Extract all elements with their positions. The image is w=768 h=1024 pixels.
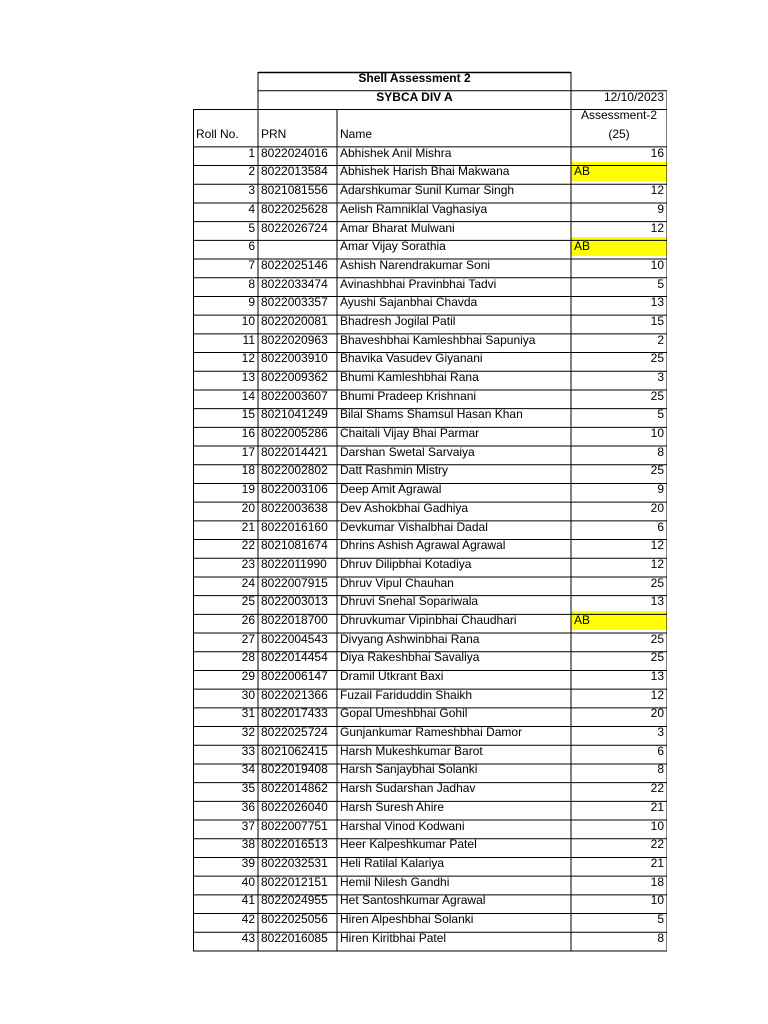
score-cell: 10 [650,893,664,908]
score-cell: 16 [650,145,664,160]
score-cell: 25 [650,463,664,478]
name-cell: Harsh Sanjaybhai Solanki [340,762,478,777]
table-row [193,275,667,294]
prn-cell: 8021081556 [261,183,328,198]
score-cell: 8 [657,444,664,459]
roll-cell: 2 [248,164,255,179]
roll-cell: 24 [241,575,255,590]
roll-cell: 25 [241,594,255,609]
sheet-title: Shell Assessment 2 [358,71,471,85]
table-row [193,929,667,948]
roll-cell: 7 [248,257,255,272]
roll-cell: 18 [241,463,255,478]
header-row-division [193,88,667,107]
roll-cell: 5 [248,220,255,235]
roll-cell: 26 [241,612,255,627]
roll-cell: 14 [241,388,255,403]
prn-cell: 8022025056 [261,911,328,926]
score-cell: 12 [650,220,664,235]
table-row [193,443,667,462]
name-cell: Aelish Ramniklal Vaghasiya [340,201,488,216]
score-cell: 3 [657,370,664,384]
header-row-assessment [193,106,667,125]
prn-cell: 8022014862 [261,781,328,796]
name-cell: Abhishek Anil Mishra [340,145,452,160]
name-cell: Diya Rakeshbhai Savaliya [340,650,480,665]
prn-cell: 8022003910 [261,351,328,366]
roll-cell: 36 [241,799,255,814]
roll-cell: 10 [241,313,255,328]
table-row [193,256,667,275]
column-header-row [193,125,667,144]
score-cell: 8 [657,930,664,945]
name-cell: Bilal Shams Shamsul Hasan Khan [340,407,523,422]
roll-cell: 22 [241,538,255,553]
table-row [193,817,667,836]
roll-cell: 31 [241,706,255,721]
name-cell: Dhruvi Snehal Sopariwala [340,594,479,609]
name-cell: Dramil Utkrant Baxi [340,669,444,683]
score-cell: 9 [657,482,664,497]
prn-cell: 8022013584 [261,164,328,179]
name-cell: Abhishek Harish Bhai Makwana [340,164,510,179]
score-cell: 12 [650,538,664,553]
roll-cell: 4 [248,201,255,216]
score-cell: 25 [650,351,664,366]
table-row [193,779,667,798]
table-row [193,518,667,537]
table-row [193,686,667,705]
table-row [193,144,667,163]
prn-cell: 8022033474 [261,276,328,291]
max-marks-label: (25) [608,127,630,142]
score-cell: 8 [657,762,664,777]
prn-cell: 8022011990 [261,556,327,571]
name-cell: Harshal Vinod Kodwani [340,818,465,833]
name-cell: Hemil Nilesh Gandhi [340,874,450,889]
score-cell: 3 [657,725,664,740]
name-cell: Amar Vijay Sorathia [340,239,446,254]
roll-cell: 40 [241,874,255,889]
score-cell: AB [571,611,667,630]
prn-cell: 8022004543 [261,631,328,646]
prn-cell: 8022009362 [261,370,328,384]
name-cell: Bhumi Pradeep Krishnani [340,388,477,403]
prn-cell: 8022026724 [261,220,328,235]
roll-cell: 8 [248,276,255,291]
assessment-label: Assessment-2 [580,108,658,123]
prn-cell: 8022018700 [261,612,328,627]
table-row [193,555,667,574]
name-cell: Dhruv Vipul Chauhan [340,575,454,590]
roll-cell: 35 [241,781,255,796]
name-cell: Adarshkumar Sunil Kumar Singh [340,183,515,198]
assessment-date: 12/10/2023 [603,89,664,104]
table-row [193,499,667,518]
table-row [193,574,667,593]
prn-cell: 8022025724 [261,725,328,740]
prn-cell: 8022002802 [261,463,328,478]
name-cell: Harsh Suresh Ahire [340,799,445,814]
table-row [193,835,667,854]
name-cell: Fuzail Fariduddin Shaikh [340,687,473,702]
name-cell: Dhrins Ashish Agrawal Agrawal [340,538,506,553]
score-cell: 22 [650,781,664,796]
name-cell: Ayushi Sajanbhai Chavda [340,295,478,310]
roll-cell: 37 [241,818,255,833]
prn-cell: 8022003638 [261,500,328,515]
score-cell: 22 [650,837,664,852]
table-row [193,536,667,555]
prn-cell: 8022021366 [261,687,328,702]
prn-cell: 8022017433 [261,706,328,721]
roll-cell: 1 [248,145,255,160]
roll-cell: 12 [241,351,255,366]
roll-cell: 39 [241,855,255,870]
prn-cell: 8022003357 [261,295,328,310]
prn-cell: 8022012151 [261,874,328,889]
score-cell: 6 [657,519,664,534]
table-row [193,910,667,929]
roll-cell: 9 [248,295,255,310]
prn-cell: 8022005286 [261,426,328,441]
table-row [193,331,667,350]
roll-cell: 21 [241,519,255,534]
name-cell: Divyang Ashwinbhai Rana [340,631,480,646]
score-cell: 13 [650,295,664,310]
name-cell: Ashish Narendrakumar Soni [340,257,491,272]
score-cell: 20 [650,500,664,515]
prn-cell: 8022016513 [261,837,328,852]
table-row [193,368,667,387]
name-cell: Devkumar Vishalbhai Dadal [340,519,488,534]
score-cell: 25 [650,388,664,403]
roll-cell: 23 [241,556,255,571]
score-cell: 25 [650,575,664,590]
name-cell: Deep Amit Agrawal [340,482,442,497]
score-cell: 15 [650,313,664,328]
roll-cell: 33 [241,743,255,758]
name-cell: Hiren Kiritbhai Patel [340,930,447,945]
table-row [193,798,667,817]
table-row [193,648,667,667]
prn-cell: 8021081674 [261,538,328,553]
table-row [193,405,667,424]
score-cell: 10 [650,818,664,833]
table-row [193,854,667,873]
roll-cell: 15 [241,407,255,422]
prn-cell: 8022024016 [261,145,328,160]
table-row [193,760,667,779]
roll-cell: 19 [241,482,255,497]
name-cell: Heli Ratilal Kalariya [340,855,445,870]
name-cell: Dev Ashokbhai Gadhiya [340,500,469,515]
table-row [193,461,667,480]
table-row [193,667,667,686]
table-row [193,704,667,723]
name-cell: Datt Rashmin Mistry [340,463,449,478]
prn-cell: 8022016160 [261,519,328,534]
table-row [193,630,667,649]
roll-cell: 41 [241,893,255,908]
name-cell: Gopal Umeshbhai Gohil [340,706,468,721]
name-cell: Bhumi Kamleshbhai Rana [340,370,479,384]
prn-cell: 8022024955 [261,893,328,908]
prn-cell: 8022007751 [261,818,328,833]
roll-cell: 17 [241,444,255,459]
score-cell: 18 [650,874,664,889]
prn-cell: 8022025628 [261,201,328,216]
roll-cell: 42 [241,911,255,926]
score-cell: 5 [657,911,664,926]
score-cell: 12 [650,687,664,702]
roll-cell: 30 [241,687,255,702]
roll-cell: 27 [241,631,255,646]
table-row [193,312,667,331]
prn-cell: 8022006147 [261,669,328,683]
score-cell: 12 [650,556,664,571]
roll-cell: 13 [241,370,255,384]
prn-cell: 8022014454 [261,650,328,665]
prn-cell: 8022026040 [261,799,328,814]
table-row [193,873,667,892]
score-cell: 5 [657,407,664,422]
score-cell: 12 [650,183,664,198]
prn-cell [258,237,337,256]
score-cell: 10 [650,257,664,272]
table-row [193,237,667,256]
name-cell: Hiren Alpeshbhai Solanki [340,911,474,926]
prn-cell: 8022032531 [261,855,328,870]
name-cell: Harsh Sudarshan Jadhav [340,781,476,796]
score-cell: 2 [657,332,664,347]
table-row [193,723,667,742]
table-row [193,611,667,630]
table-row [193,349,667,368]
score-sheet [193,69,667,947]
roll-cell: 34 [241,762,255,777]
prn-cell: 8022003106 [261,482,328,497]
table-row [193,387,667,406]
column-header-prn: PRN [261,127,287,142]
roll-cell: 28 [241,650,255,665]
name-cell: Chaitali Vijay Bhai Parmar [340,426,480,441]
prn-cell: 8022019408 [261,762,328,777]
table-row [193,181,667,200]
name-cell: Gunjankumar Rameshbhai Damor [340,725,523,740]
roll-cell: 6 [248,239,255,254]
table-row [193,293,667,312]
score-cell: 25 [650,631,664,646]
name-cell: Dhruvkumar Vipinbhai Chaudhari [340,612,517,627]
table-row [193,480,667,499]
roll-cell: 32 [241,725,255,740]
table-row [193,592,667,611]
roll-cell: 16 [241,426,255,441]
table-row [193,162,667,181]
prn-cell: 8022003013 [261,594,328,609]
name-cell: Bhadresh Jogilal Patil [340,313,456,328]
roll-cell: 43 [241,930,255,945]
roll-cell: 29 [241,669,255,683]
name-cell: Dhruv Dilipbhai Kotadiya [340,556,472,571]
name-cell: Bhavika Vasudev Giyanani [340,351,483,366]
prn-cell: 8022020081 [261,313,328,328]
score-cell: 13 [650,594,664,609]
roll-cell: 11 [242,332,255,347]
division-label: SYBCA DIV A [376,89,453,104]
name-cell: Bhaveshbhai Kamleshbhai Sapuniya [340,332,536,347]
header-row-title [193,69,667,88]
score-cell: 5 [657,276,664,291]
prn-cell: 8022020963 [261,332,328,347]
prn-cell: 8021041249 [261,407,328,422]
score-cell: AB [571,237,667,256]
score-cell: 13 [650,669,664,683]
table-row [193,200,667,219]
prn-cell: 8022007915 [261,575,328,590]
score-cell: 20 [650,706,664,721]
table-row [193,219,667,238]
roll-cell: 38 [241,837,255,852]
table-row [193,742,667,761]
prn-cell: 8022003607 [261,388,328,403]
name-cell: Avinashbhai Pravinbhai Tadvi [340,276,497,291]
prn-cell: 8022014421 [261,444,328,459]
name-cell: Harsh Mukeshkumar Barot [340,743,483,758]
student-rows [193,144,667,948]
column-header-roll: Roll No. [196,127,239,142]
column-header-name: Name [340,127,373,142]
score-cell: AB [571,162,667,181]
prn-cell: 8022025146 [261,257,328,272]
score-cell: 10 [650,426,664,441]
name-cell: Het Santoshkumar Agrawal [340,893,486,908]
prn-cell: 8021062415 [261,743,328,758]
name-cell: Darshan Swetal Sarvaiya [340,444,475,459]
name-cell: Amar Bharat Mulwani [340,220,455,235]
score-cell: 25 [650,650,664,665]
table-row [193,424,667,443]
score-cell: 21 [650,799,664,814]
score-cell: 21 [650,855,664,870]
roll-cell: 20 [241,500,255,515]
score-cell: 9 [657,201,664,216]
prn-cell: 8022016085 [261,930,328,945]
name-cell: Heer Kalpeshkumar Patel [340,837,477,852]
roll-cell: 3 [248,183,255,198]
score-cell: 6 [657,743,664,758]
table-row [193,891,667,910]
